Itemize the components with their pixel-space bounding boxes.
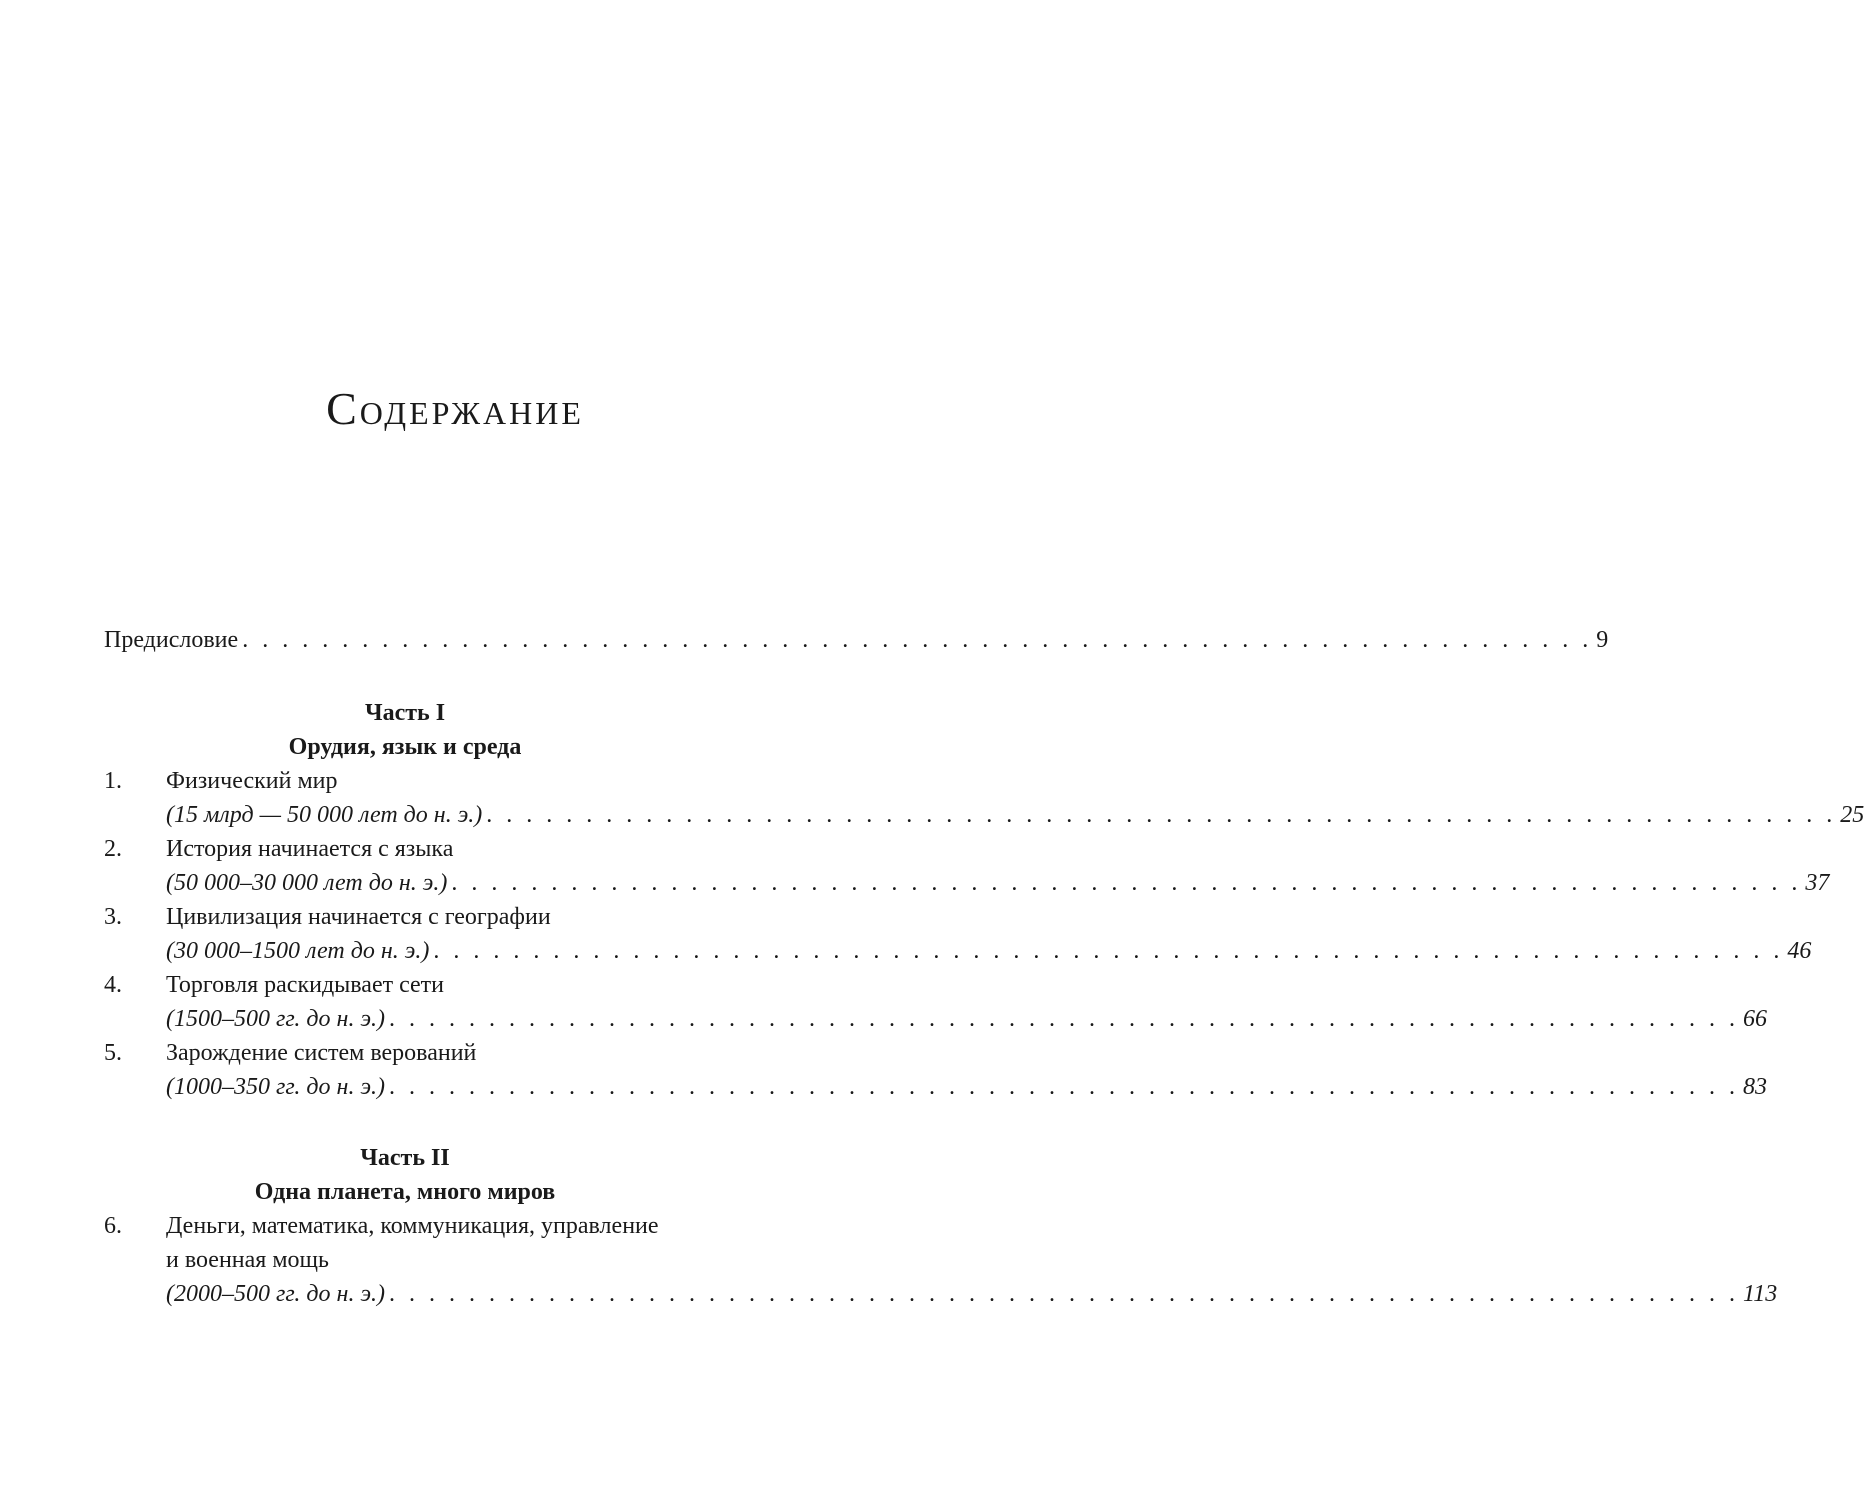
toc-entry-title-continued[interactable] <box>104 1247 802 1281</box>
chapter-number: 3. <box>104 904 122 930</box>
chapter-number: 1. <box>104 768 122 794</box>
toc-entry-preface[interactable] <box>104 627 1609 661</box>
toc-entry-title[interactable] <box>104 972 802 1006</box>
part-subtitle: Орудия, язык и среда <box>288 734 522 760</box>
toc-page-number: 66 <box>1743 1006 1768 1032</box>
toc-entry-dates[interactable] <box>104 938 1812 972</box>
toc-entry-title[interactable] <box>104 904 802 938</box>
part-subtitle: Одна планета, много миров <box>254 1179 556 1205</box>
chapter-number: 4. <box>104 972 122 998</box>
dot-leader: . . . . . . . . . . . . . . . . . . . . . . . . . . . . . . . . . . . . . . . . . . . . . . . . . . . . . . . . . . . . . . . . . . . . <box>433 938 1784 964</box>
dot-leader: . . . . . . . . . . . . . . . . . . . . . . . . . . . . . . . . . . . . . . . . . . . . . . . . . . . . . . . . . . . . . . . . . . . . <box>451 870 1802 896</box>
toc-entry-dates[interactable] <box>104 1074 1768 1108</box>
toc-entry-title[interactable] <box>104 768 802 802</box>
chapter-dates: (30 000–1500 лет до н. э.) <box>166 938 430 964</box>
chapter-title: Торговля раскидывает сети <box>166 972 445 998</box>
toc-entry-dates[interactable] <box>104 1281 1778 1315</box>
chapter-dates: (2000–500 гг. до н. э.) <box>166 1281 386 1307</box>
dot-leader: . . . . . . . . . . . . . . . . . . . . . . . . . . . . . . . . . . . . . . . . . . . . . . . . . . . . . . . . . . . . . . . . . . . . <box>242 627 1593 653</box>
toc-entry-title[interactable] <box>104 1213 802 1247</box>
chapter-title: Физический мир <box>166 768 338 794</box>
chapter-dates: (1500–500 гг. до н. э.) <box>166 1006 386 1032</box>
toc-entry-title[interactable] <box>104 836 802 870</box>
chapter-title: Зарождение систем верований <box>166 1040 477 1066</box>
chapter-number: 2. <box>104 836 122 862</box>
chapter-title: История начинается с языка <box>166 836 454 862</box>
chapter-dates: (1000–350 гг. до н. э.) <box>166 1074 386 1100</box>
chapter-title: и военная мощь <box>166 1247 329 1273</box>
toc-entry-title[interactable] <box>104 1040 802 1074</box>
chapter-number: 5. <box>104 1040 122 1066</box>
page-title: Содержание <box>326 383 584 434</box>
toc-page-number: 9 <box>1596 627 1609 653</box>
dot-leader: . . . . . . . . . . . . . . . . . . . . . . . . . . . . . . . . . . . . . . . . . . . . . . . . . . . . . . . . . . . . . . . . . . . . <box>389 1006 1740 1032</box>
chapter-dates: (15 млрд — 50 000 лет до н. э.) <box>166 802 483 828</box>
toc-page-number: 46 <box>1787 938 1812 964</box>
chapter-dates: (50 000–30 000 лет до н. э.) <box>166 870 448 896</box>
toc-entry-label: Предисловие <box>104 627 239 653</box>
toc-entry-dates[interactable] <box>104 870 1830 904</box>
toc-page-number: 25 <box>1840 802 1864 828</box>
toc-page-number: 113 <box>1743 1281 1778 1307</box>
chapter-number: 6. <box>104 1213 122 1239</box>
chapter-title: Цивилизация начинается с географии <box>166 904 551 930</box>
dot-leader: . . . . . . . . . . . . . . . . . . . . . . . . . . . . . . . . . . . . . . . . . . . . . . . . . . . . . . . . . . . . . . . . . . . . <box>389 1281 1740 1307</box>
chapter-title: Деньги, математика, коммуникация, управление <box>166 1213 659 1239</box>
dot-leader: . . . . . . . . . . . . . . . . . . . . . . . . . . . . . . . . . . . . . . . . . . . . . . . . . . . . . . . . . . . . . . . . . . . . <box>389 1074 1740 1100</box>
part-heading: Часть II <box>360 1145 450 1171</box>
part-heading: Часть I <box>364 700 446 726</box>
dot-leader: . . . . . . . . . . . . . . . . . . . . . . . . . . . . . . . . . . . . . . . . . . . . . . . . . . . . . . . . . . . . . . . . . . . . <box>486 802 1837 828</box>
toc-page-number: 83 <box>1743 1074 1768 1100</box>
toc-page-number: 37 <box>1805 870 1830 896</box>
toc-entry-dates[interactable] <box>104 1006 1768 1040</box>
toc-entry-dates[interactable] <box>104 802 1864 836</box>
